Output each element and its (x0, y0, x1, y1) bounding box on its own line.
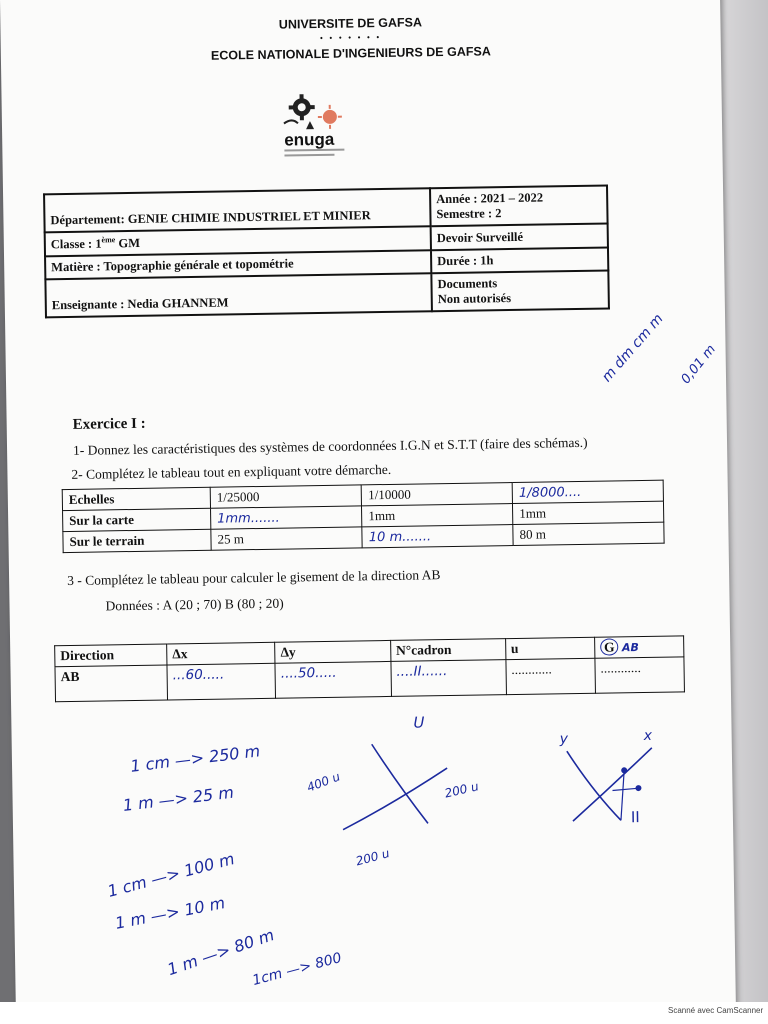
handwritten-note: 1 m —> 80 m (164, 925, 277, 980)
documents-cell: Documents Non autorisés (431, 271, 609, 312)
subject-cell: Matière : Topographie générale et topométrie (45, 250, 431, 279)
handwritten-note: 1 m —> 10 m (113, 893, 227, 933)
axis-label: x (643, 727, 653, 744)
axis-label: 200 u (354, 846, 392, 869)
duration-cell: Durée : 1h (431, 248, 608, 274)
year-semester-cell: Année : 2021 – 2022 Semestre : 2 (430, 185, 608, 226)
table-row: Sur le terrain 25 m 10 m....... 80 m (63, 522, 664, 552)
exam-type-cell: Devoir Surveillé (431, 223, 608, 250)
school-name: ECOLE NATIONALE D'INGENIEURS DE GAFSA (210, 44, 491, 63)
handwritten-margin-note: m dm cm m (598, 311, 667, 386)
exercise-title: Exercice I : (72, 415, 146, 433)
teacher-cell: Enseignante : Nedia GHANNEM (45, 273, 432, 317)
gear-icon (289, 94, 315, 120)
question-2: 2- Complétez le tableau tout en expliquant votre démarche. (71, 461, 392, 482)
exam-info-table (43, 184, 610, 318)
coordinate-sketch (301, 712, 524, 885)
scanner-footer (0, 1002, 768, 1024)
table-row: Sur la carte 1mm....... 1mm 1mm (63, 501, 664, 531)
department-cell: Département: GENIE CHIMIE INDUSTRIEL ET MINIER (44, 188, 431, 232)
given-data: Données : A (20 ; 70) B (80 ; 20) (105, 595, 284, 614)
class-cell: Classe : 1ème GM (45, 226, 431, 256)
university-name: UNIVERSITE DE GAFSA (278, 15, 423, 32)
separator-dots: • • • • • • • (319, 32, 382, 43)
quadrant-label: II (630, 808, 640, 827)
axis-label: 400 u (304, 769, 343, 795)
bearing-table (54, 635, 685, 702)
handwritten-note: 1 m —> 25 m (121, 782, 235, 815)
handwritten-note: 1 cm —> 250 m (129, 741, 262, 776)
axis-label: U (413, 713, 425, 732)
table-header-row: Direction Δx Δy N°cadron u G AB (55, 636, 684, 667)
scale-table (62, 480, 665, 553)
question-3: 3 - Complétez le tableau pour calculer le gisement de la direction AB (67, 567, 441, 589)
quadrant-sketch (552, 729, 694, 851)
svg-text:enuga: enuga (284, 129, 335, 150)
table-row: AB ...60..... ....50..... ....II...... ............ ............ (55, 657, 684, 702)
school-logo (273, 90, 364, 163)
axis-label: y (559, 731, 569, 748)
sun-icon (323, 110, 337, 124)
scanner-watermark: Scanné avec CamScanner (668, 1006, 764, 1015)
handwritten-note: 1 cm —> 100 m (105, 848, 237, 901)
question-1: 1- Donnez les caractéristiques des systèmes de coordonnées I.G.N et S.T.T (faire des schémas.) (72, 434, 588, 458)
handwritten-margin-note: 0,01 m (678, 342, 719, 388)
axis-label: 200 u (443, 779, 480, 801)
table-row: Echelles 1/25000 1/10000 1/8000.... (62, 480, 663, 510)
handwritten-note: 1cm —> 800 (250, 949, 344, 989)
